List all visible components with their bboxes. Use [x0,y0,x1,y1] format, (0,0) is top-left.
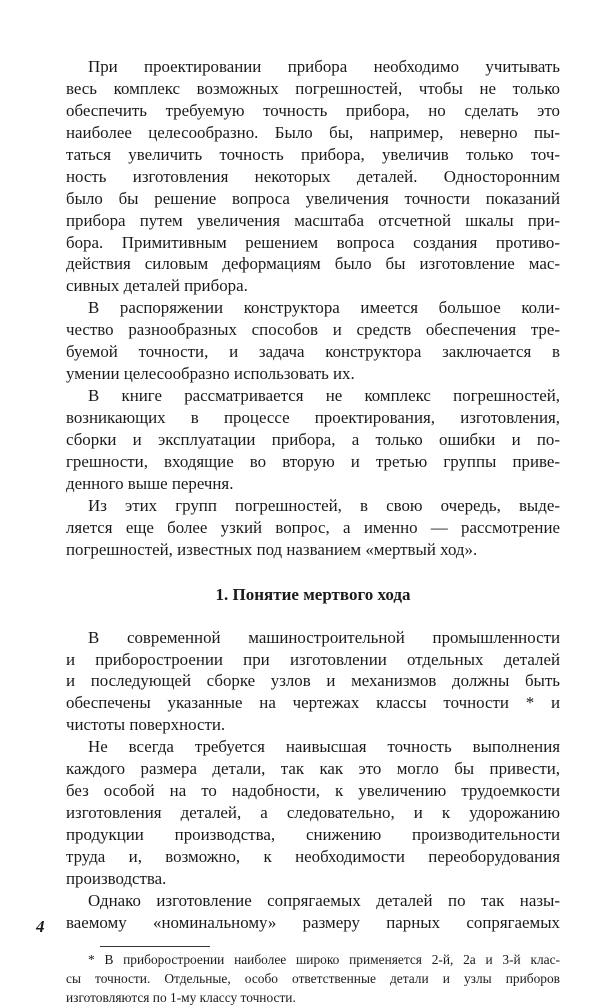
text-line: денного выше перечня. [66,473,234,493]
text-line: без особой на то надобности, к увеличению трудоемкости [66,781,560,801]
text-line: В распоряжении конструктора имеется большое коли- [88,298,560,318]
text-line: каждого размера детали, так как это могло бы привести, [66,759,560,779]
text-line: прибора путем увеличения масштаба отсчетной шкалы при- [66,210,560,230]
text-line: ляется еще более узкий вопрос, а именно — рассмотрение [66,517,560,537]
paragraph [66,736,560,890]
text-line: сборки и эксплуатации прибора, а только ошибки и по- [66,429,560,449]
page-body [66,56,560,1007]
text-line: наиболее целесообразно. Было бы, например, неверно пы- [66,122,560,142]
section-heading: 1. Понятие мертвого хода [215,584,411,604]
text-line: чество разнообразных способов и средств обеспечения тре- [66,320,560,340]
text-line: Из этих групп погрешностей, в свою очередь, выде- [88,495,560,515]
footnote [66,950,560,1007]
text-line: продукции производства, снижению производительности [66,825,560,844]
page-number: 4 [36,917,45,936]
footnote-line: * В приборостроении наиболее широко применяется 2-й, 2а и 3-й клас- [88,951,560,967]
text-line: чистоты поверхности. [66,715,226,735]
text-line: При проектировании прибора необходимо учитывать [88,57,560,76]
text-line: производства. [66,868,167,888]
text-line: ность изготовления некоторых деталей. Односторонним [66,166,560,186]
footnote-line: сы точности. Отдельные, особо ответственные детали и узлы приборов [66,970,560,986]
text-line: Однако изготовление сопрягаемых деталей по так назы- [88,890,560,910]
paragraph [66,56,560,297]
text-line: грешности, входящие во вторую и третью группы приве- [66,451,560,471]
text-line: таться увеличить точность прибора, увеличив только точ- [66,144,560,164]
text-line: сивных деталей прибора. [66,276,248,296]
paragraph [66,627,560,737]
text-line: бора. Примитивным решением вопроса создания противо- [66,232,560,252]
paragraph [66,297,560,385]
text-line: обеспечены указанные на чертежах классы точности * и [66,693,560,713]
text-line: погрешностей, известных под названием «мертвый ход». [66,539,478,559]
text-line: Не всегда требуется наивысшая точность выполнения [88,737,560,757]
text-line: умении целесообразно использовать их. [66,364,355,384]
text-line: обеспечить требуемую точность прибора, но сделать это [66,100,560,120]
text-line: действия силовым деформациям было бы изготовление мас- [66,254,560,274]
body-text-top [66,56,560,561]
text-line: В книге рассматривается не комплекс погрешностей, [88,386,560,406]
footnote-divider [100,946,210,947]
text-line: и приборостроении при изготовлении отдельных деталей [66,649,560,669]
footnote-line: изготовляются по 1-му классу точности. [66,989,296,1005]
text-line: возникающих в процессе проектирования, изготовления, [66,408,560,427]
text-line: изготовления деталей, а следовательно, и к удорожанию [66,803,560,823]
text-line: ваемому «номинальному» размеру парных сопрягаемых [66,912,560,932]
text-line: было бы решение вопроса увеличения точности показаний [66,188,560,208]
text-line: труда и, возможно, к необходимости переоборудования [66,846,560,866]
paragraph [66,385,560,495]
paragraph [66,495,560,561]
body-text-bottom [66,627,560,934]
text-line: весь комплекс возможных погрешностей, чтобы не только [66,78,560,98]
text-line: буемой точности, и задача конструктора заключается в [66,342,560,362]
paragraph [66,890,560,934]
text-line: и последующей сборке узлов и механизмов должны быть [66,671,560,691]
text-line: В современной машиностроительной промышленности [88,627,560,647]
